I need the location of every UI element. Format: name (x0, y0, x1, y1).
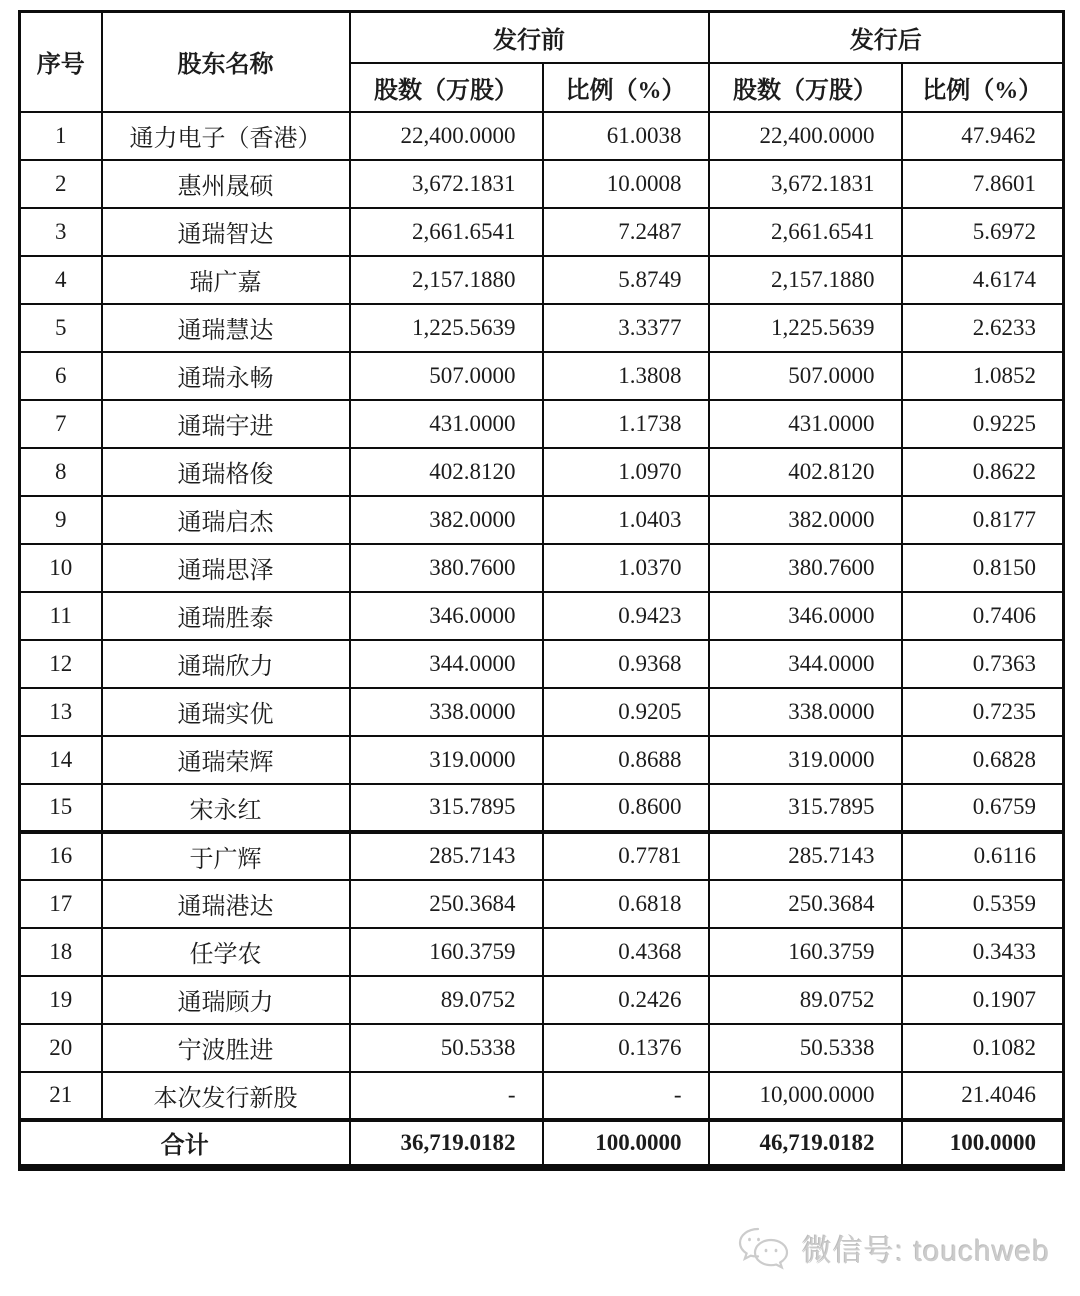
pre-ratio: 0.1376 (543, 1024, 709, 1072)
pre-ratio: 1.3808 (543, 352, 709, 400)
post-ratio: 0.7406 (902, 592, 1064, 640)
pre-ratio: 5.8749 (543, 256, 709, 304)
shareholder-name: 通瑞智达 (102, 208, 350, 256)
pre-shares: 382.0000 (350, 496, 543, 544)
post-ratio: 0.8150 (902, 544, 1064, 592)
row-index: 19 (20, 976, 102, 1024)
pre-shares: 507.0000 (350, 352, 543, 400)
post-shares: 319.0000 (709, 736, 902, 784)
shareholder-name: 通瑞港达 (102, 880, 350, 928)
pre-ratio: 61.0038 (543, 112, 709, 160)
watermark-text: 微信号: touchweb (801, 1235, 1050, 1268)
pre-ratio: 0.4368 (543, 928, 709, 976)
pre-ratio: 0.9205 (543, 688, 709, 736)
row-index: 1 (20, 112, 102, 160)
post-shares: 89.0752 (709, 976, 902, 1024)
total-post-shares: 46,719.0182 (709, 1120, 902, 1168)
post-ratio: 0.7363 (902, 640, 1064, 688)
shareholder-name: 通瑞慧达 (102, 304, 350, 352)
post-shares: 2,157.1880 (709, 256, 902, 304)
row-index: 21 (20, 1072, 102, 1120)
pre-shares: 431.0000 (350, 400, 543, 448)
row-index: 12 (20, 640, 102, 688)
table-row (20, 736, 1064, 784)
post-ratio: 4.6174 (902, 256, 1064, 304)
row-index: 16 (20, 832, 102, 880)
total-row (20, 1120, 1064, 1168)
shareholder-name: 于广辉 (102, 832, 350, 880)
pre-shares: 315.7895 (350, 784, 543, 832)
pre-shares: 402.8120 (350, 448, 543, 496)
row-index: 13 (20, 688, 102, 736)
shareholder-name: 宁波胜进 (102, 1024, 350, 1072)
pre-ratio: 7.2487 (543, 208, 709, 256)
pre-shares: 344.0000 (350, 640, 543, 688)
post-ratio: 21.4046 (902, 1072, 1064, 1120)
pre-ratio: 0.7781 (543, 832, 709, 880)
post-shares: 380.7600 (709, 544, 902, 592)
post-shares: 285.7143 (709, 832, 902, 880)
post-ratio: 0.1082 (902, 1024, 1064, 1072)
row-index: 14 (20, 736, 102, 784)
pre-shares: 50.5338 (350, 1024, 543, 1072)
shareholder-name: 通瑞实优 (102, 688, 350, 736)
header-post-issue-group: 发行后 (709, 12, 1064, 63)
shareholder-name: 惠州晟硕 (102, 160, 350, 208)
header-pre-shares: 股数（万股） (350, 63, 543, 112)
post-shares: 338.0000 (709, 688, 902, 736)
shareholder-name: 通瑞思泽 (102, 544, 350, 592)
table-row (20, 304, 1064, 352)
row-index: 18 (20, 928, 102, 976)
post-shares: 1,225.5639 (709, 304, 902, 352)
header-pre-ratio: 比例（%） (543, 63, 709, 112)
row-index: 17 (20, 880, 102, 928)
pre-shares: 22,400.0000 (350, 112, 543, 160)
row-index: 10 (20, 544, 102, 592)
post-ratio: 0.9225 (902, 400, 1064, 448)
row-index: 11 (20, 592, 102, 640)
table-row (20, 448, 1064, 496)
shareholder-name: 通瑞启杰 (102, 496, 350, 544)
table-row (20, 592, 1064, 640)
table-row (20, 1072, 1064, 1120)
post-ratio: 0.3433 (902, 928, 1064, 976)
post-ratio: 0.6759 (902, 784, 1064, 832)
pre-shares: - (350, 1072, 543, 1120)
post-shares: 250.3684 (709, 880, 902, 928)
pre-shares: 2,661.6541 (350, 208, 543, 256)
pre-ratio: 0.2426 (543, 976, 709, 1024)
total-pre-shares: 36,719.0182 (350, 1120, 543, 1168)
shareholder-name: 瑞广嘉 (102, 256, 350, 304)
table-row (20, 160, 1064, 208)
post-shares: 160.3759 (709, 928, 902, 976)
pre-ratio: 0.9423 (543, 592, 709, 640)
post-shares: 315.7895 (709, 784, 902, 832)
shareholder-name: 通瑞永畅 (102, 352, 350, 400)
table-row (20, 784, 1064, 832)
table-row (20, 352, 1064, 400)
shareholder-table (18, 10, 1065, 1171)
post-shares: 2,661.6541 (709, 208, 902, 256)
pre-shares: 89.0752 (350, 976, 543, 1024)
post-shares: 3,672.1831 (709, 160, 902, 208)
pre-shares: 3,672.1831 (350, 160, 543, 208)
total-post-ratio: 100.0000 (902, 1120, 1064, 1168)
header-row-groups (20, 12, 1064, 63)
post-shares: 50.5338 (709, 1024, 902, 1072)
post-shares: 507.0000 (709, 352, 902, 400)
pre-shares: 346.0000 (350, 592, 543, 640)
post-ratio: 7.8601 (902, 160, 1064, 208)
pre-shares: 250.3684 (350, 880, 543, 928)
post-ratio: 0.7235 (902, 688, 1064, 736)
table-row (20, 256, 1064, 304)
post-ratio: 0.5359 (902, 880, 1064, 928)
pre-ratio: 0.6818 (543, 880, 709, 928)
watermark (736, 1226, 1050, 1270)
post-ratio: 47.9462 (902, 112, 1064, 160)
table-row (20, 112, 1064, 160)
shareholder-name: 本次发行新股 (102, 1072, 350, 1120)
table-row (20, 880, 1064, 928)
shareholder-name: 宋永红 (102, 784, 350, 832)
pre-ratio: 1.0403 (543, 496, 709, 544)
post-shares: 382.0000 (709, 496, 902, 544)
pre-ratio: 1.1738 (543, 400, 709, 448)
row-index: 7 (20, 400, 102, 448)
post-ratio: 2.6233 (902, 304, 1064, 352)
pre-shares: 2,157.1880 (350, 256, 543, 304)
post-shares: 431.0000 (709, 400, 902, 448)
pre-shares: 1,225.5639 (350, 304, 543, 352)
row-index: 4 (20, 256, 102, 304)
post-shares: 344.0000 (709, 640, 902, 688)
row-index: 6 (20, 352, 102, 400)
row-index: 15 (20, 784, 102, 832)
pre-shares: 319.0000 (350, 736, 543, 784)
shareholder-name: 通瑞荣辉 (102, 736, 350, 784)
shareholder-name: 通力电子（香港） (102, 112, 350, 160)
table-row (20, 976, 1064, 1024)
pre-shares: 380.7600 (350, 544, 543, 592)
pre-ratio: 0.8688 (543, 736, 709, 784)
post-ratio: 0.6828 (902, 736, 1064, 784)
post-ratio: 0.6116 (902, 832, 1064, 880)
post-shares: 402.8120 (709, 448, 902, 496)
table-row (20, 640, 1064, 688)
row-index: 2 (20, 160, 102, 208)
total-label: 合计 (20, 1120, 350, 1168)
table-row (20, 400, 1064, 448)
post-shares: 346.0000 (709, 592, 902, 640)
shareholder-name: 任学农 (102, 928, 350, 976)
table-row (20, 928, 1064, 976)
table-row (20, 688, 1064, 736)
total-pre-ratio: 100.0000 (543, 1120, 709, 1168)
header-post-shares: 股数（万股） (709, 63, 902, 112)
pre-ratio: 10.0008 (543, 160, 709, 208)
pre-ratio: 3.3377 (543, 304, 709, 352)
shareholder-name: 通瑞宇进 (102, 400, 350, 448)
table-row (20, 208, 1064, 256)
shareholder-name: 通瑞顾力 (102, 976, 350, 1024)
shareholder-name: 通瑞格俊 (102, 448, 350, 496)
shareholder-name: 通瑞胜泰 (102, 592, 350, 640)
post-shares: 10,000.0000 (709, 1072, 902, 1120)
row-index: 5 (20, 304, 102, 352)
wechat-icon (736, 1226, 792, 1270)
row-index: 8 (20, 448, 102, 496)
post-ratio: 0.8622 (902, 448, 1064, 496)
table-row (20, 496, 1064, 544)
header-post-ratio: 比例（%） (902, 63, 1064, 112)
post-ratio: 0.8177 (902, 496, 1064, 544)
table-row (20, 832, 1064, 880)
post-ratio: 1.0852 (902, 352, 1064, 400)
pre-ratio: 0.9368 (543, 640, 709, 688)
pre-ratio: 1.0370 (543, 544, 709, 592)
shareholder-name: 通瑞欣力 (102, 640, 350, 688)
pre-shares: 285.7143 (350, 832, 543, 880)
pre-ratio: - (543, 1072, 709, 1120)
table-row (20, 544, 1064, 592)
row-index: 9 (20, 496, 102, 544)
pre-shares: 338.0000 (350, 688, 543, 736)
row-index: 3 (20, 208, 102, 256)
post-ratio: 0.1907 (902, 976, 1064, 1024)
pre-shares: 160.3759 (350, 928, 543, 976)
table-body (20, 112, 1064, 1120)
header-pre-issue-group: 发行前 (350, 12, 709, 63)
header-index: 序号 (20, 12, 102, 112)
pre-ratio: 0.8600 (543, 784, 709, 832)
header-shareholder-name: 股东名称 (102, 12, 350, 112)
post-ratio: 5.6972 (902, 208, 1064, 256)
pre-ratio: 1.0970 (543, 448, 709, 496)
post-shares: 22,400.0000 (709, 112, 902, 160)
row-index: 20 (20, 1024, 102, 1072)
table-row (20, 1024, 1064, 1072)
